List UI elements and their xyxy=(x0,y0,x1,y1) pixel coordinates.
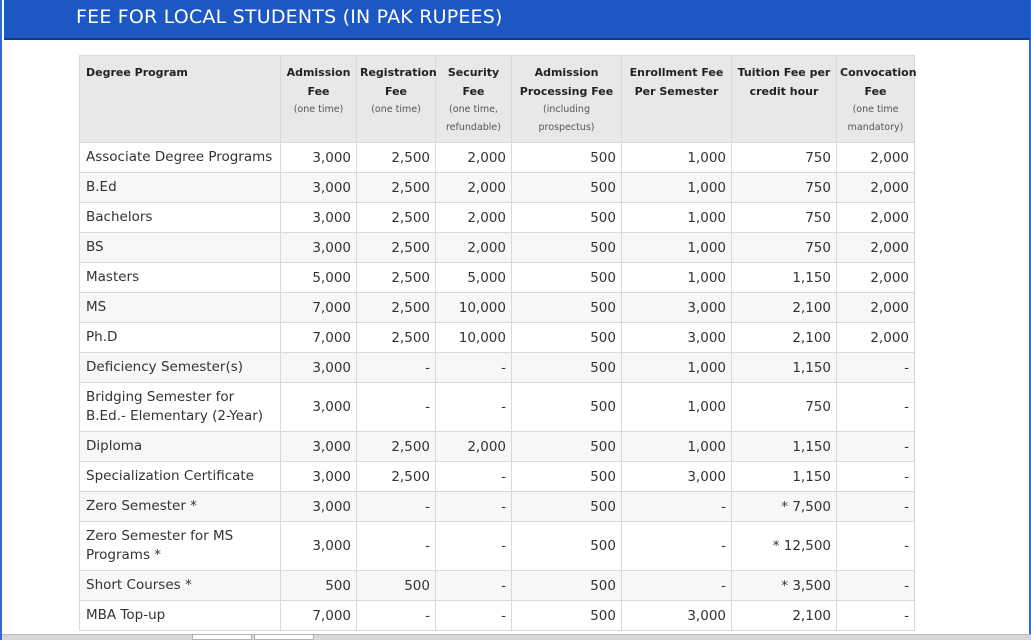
table-row xyxy=(80,492,915,522)
registration-fee-cell: 2,500 xyxy=(357,293,436,323)
admission-fee-cell: 3,000 xyxy=(281,383,357,432)
program-cell: MBA Top-up xyxy=(80,601,281,631)
registration-fee-cell: - xyxy=(357,353,436,383)
header-admission-processing-fee xyxy=(512,56,622,143)
registration-fee-cell: 500 xyxy=(357,571,436,601)
table-row xyxy=(80,383,915,432)
fee-table-body xyxy=(80,143,915,631)
enrollment-fee-cell: 3,000 xyxy=(622,293,732,323)
admission-fee-cell: 3,000 xyxy=(281,462,357,492)
page-header-bar xyxy=(4,0,1030,40)
tuition-fee-cell: 1,150 xyxy=(732,462,837,492)
header-registration-fee xyxy=(357,56,436,143)
page-title: FEE FOR LOCAL STUDENTS (IN PAK RUPEES) xyxy=(76,6,503,28)
table-row xyxy=(80,203,915,233)
convocation-fee-cell: - xyxy=(837,353,915,383)
header-note: (including prospectus) xyxy=(538,104,595,133)
admission-fee-cell: 3,000 xyxy=(281,522,357,571)
header-title: Admission Processing Fee xyxy=(519,66,614,98)
bottom-tab[interactable] xyxy=(254,634,314,640)
header-note: (one time mandatory) xyxy=(847,104,904,133)
enrollment-fee-cell: - xyxy=(622,571,732,601)
security-fee-cell: 2,000 xyxy=(436,233,512,263)
admission-fee-cell: 3,000 xyxy=(281,432,357,462)
convocation-fee-cell: - xyxy=(837,462,915,492)
security-fee-cell: - xyxy=(436,462,512,492)
enrollment-fee-cell: 1,000 xyxy=(622,383,732,432)
program-cell: Zero Semester * xyxy=(80,492,281,522)
header-admission-fee xyxy=(281,56,357,143)
header-note: (one time, refundable) xyxy=(445,104,501,133)
table-row xyxy=(80,233,915,263)
processing-fee-cell: 500 xyxy=(512,263,622,293)
table-row xyxy=(80,432,915,462)
header-title: Security Fee xyxy=(447,66,500,98)
processing-fee-cell: 500 xyxy=(512,143,622,173)
convocation-fee-cell: 2,000 xyxy=(837,293,915,323)
convocation-fee-cell: - xyxy=(837,432,915,462)
program-cell: B.Ed xyxy=(80,173,281,203)
enrollment-fee-cell: 3,000 xyxy=(622,462,732,492)
tuition-fee-cell: * 7,500 xyxy=(732,492,837,522)
program-cell: BS xyxy=(80,233,281,263)
admission-fee-cell: 3,000 xyxy=(281,203,357,233)
header-note: (one time) xyxy=(371,104,421,115)
header-title: Registration Fee xyxy=(360,66,437,98)
fee-table xyxy=(79,55,915,631)
tuition-fee-cell: 750 xyxy=(732,383,837,432)
convocation-fee-cell: 2,000 xyxy=(837,263,915,293)
security-fee-cell: 2,000 xyxy=(436,432,512,462)
security-fee-cell: - xyxy=(436,492,512,522)
tuition-fee-cell: 750 xyxy=(732,173,837,203)
admission-fee-cell: 3,000 xyxy=(281,233,357,263)
registration-fee-cell: 2,500 xyxy=(357,432,436,462)
header-enrollment-fee xyxy=(622,56,732,143)
table-row xyxy=(80,323,915,353)
program-cell: Bachelors xyxy=(80,203,281,233)
table-row xyxy=(80,601,915,631)
header-title: Admission Fee xyxy=(286,66,351,98)
program-cell: Zero Semester for MS Programs * xyxy=(80,522,281,571)
convocation-fee-cell: - xyxy=(837,571,915,601)
registration-fee-cell: - xyxy=(357,383,436,432)
program-cell: Short Courses * xyxy=(80,571,281,601)
table-row xyxy=(80,522,915,571)
bottom-tab[interactable] xyxy=(192,634,252,640)
tuition-fee-cell: 1,150 xyxy=(732,432,837,462)
processing-fee-cell: 500 xyxy=(512,353,622,383)
program-cell: Specialization Certificate xyxy=(80,462,281,492)
program-cell: Ph.D xyxy=(80,323,281,353)
tuition-fee-cell: 2,100 xyxy=(732,601,837,631)
security-fee-cell: - xyxy=(436,383,512,432)
tuition-fee-cell: 750 xyxy=(732,143,837,173)
convocation-fee-cell: 2,000 xyxy=(837,173,915,203)
processing-fee-cell: 500 xyxy=(512,203,622,233)
security-fee-cell: - xyxy=(436,522,512,571)
table-row xyxy=(80,263,915,293)
table-row xyxy=(80,462,915,492)
header-security-fee xyxy=(436,56,512,143)
processing-fee-cell: 500 xyxy=(512,492,622,522)
admission-fee-cell: 3,000 xyxy=(281,143,357,173)
security-fee-cell: 10,000 xyxy=(436,293,512,323)
processing-fee-cell: 500 xyxy=(512,323,622,353)
enrollment-fee-cell: 1,000 xyxy=(622,233,732,263)
enrollment-fee-cell: 3,000 xyxy=(622,601,732,631)
registration-fee-cell: 2,500 xyxy=(357,233,436,263)
bottom-scroll-area xyxy=(2,634,1031,640)
convocation-fee-cell: - xyxy=(837,522,915,571)
convocation-fee-cell: - xyxy=(837,383,915,432)
enrollment-fee-cell: 1,000 xyxy=(622,432,732,462)
header-convocation-fee xyxy=(837,56,915,143)
tuition-fee-cell: 750 xyxy=(732,233,837,263)
tuition-fee-cell: * 12,500 xyxy=(732,522,837,571)
processing-fee-cell: 500 xyxy=(512,233,622,263)
admission-fee-cell: 7,000 xyxy=(281,323,357,353)
convocation-fee-cell: - xyxy=(837,492,915,522)
table-row xyxy=(80,293,915,323)
tuition-fee-cell: 1,150 xyxy=(732,353,837,383)
security-fee-cell: 5,000 xyxy=(436,263,512,293)
processing-fee-cell: 500 xyxy=(512,462,622,492)
admission-fee-cell: 3,000 xyxy=(281,353,357,383)
header-title: Degree Program xyxy=(86,66,188,79)
registration-fee-cell: 2,500 xyxy=(357,462,436,492)
security-fee-cell: 2,000 xyxy=(436,173,512,203)
registration-fee-cell: 2,500 xyxy=(357,143,436,173)
admission-fee-cell: 5,000 xyxy=(281,263,357,293)
convocation-fee-cell: 2,000 xyxy=(837,203,915,233)
header-title: Convocation Fee xyxy=(840,66,917,98)
enrollment-fee-cell: 1,000 xyxy=(622,143,732,173)
table-header-row xyxy=(80,56,915,143)
header-title: Tuition Fee per credit hour xyxy=(737,66,831,98)
convocation-fee-cell: 2,000 xyxy=(837,143,915,173)
header-note: (one time) xyxy=(293,104,344,115)
tuition-fee-cell: 2,100 xyxy=(732,293,837,323)
admission-fee-cell: 3,000 xyxy=(281,173,357,203)
tuition-fee-cell: 1,150 xyxy=(732,263,837,293)
header-degree-program xyxy=(80,56,281,143)
processing-fee-cell: 500 xyxy=(512,432,622,462)
registration-fee-cell: - xyxy=(357,601,436,631)
table-row xyxy=(80,353,915,383)
processing-fee-cell: 500 xyxy=(512,601,622,631)
security-fee-cell: - xyxy=(436,601,512,631)
enrollment-fee-cell: 1,000 xyxy=(622,353,732,383)
admission-fee-cell: 7,000 xyxy=(281,601,357,631)
security-fee-cell: - xyxy=(436,353,512,383)
tuition-fee-cell: 2,100 xyxy=(732,323,837,353)
convocation-fee-cell: - xyxy=(837,601,915,631)
enrollment-fee-cell: 1,000 xyxy=(622,263,732,293)
table-row xyxy=(80,173,915,203)
registration-fee-cell: - xyxy=(357,492,436,522)
registration-fee-cell: 2,500 xyxy=(357,173,436,203)
enrollment-fee-cell: 3,000 xyxy=(622,323,732,353)
processing-fee-cell: 500 xyxy=(512,383,622,432)
processing-fee-cell: 500 xyxy=(512,173,622,203)
program-cell: MS xyxy=(80,293,281,323)
security-fee-cell: 2,000 xyxy=(436,143,512,173)
enrollment-fee-cell: - xyxy=(622,522,732,571)
table-row xyxy=(80,571,915,601)
processing-fee-cell: 500 xyxy=(512,571,622,601)
program-cell: Masters xyxy=(80,263,281,293)
tuition-fee-cell: * 3,500 xyxy=(732,571,837,601)
tuition-fee-cell: 750 xyxy=(732,203,837,233)
program-cell: Associate Degree Programs xyxy=(80,143,281,173)
processing-fee-cell: 500 xyxy=(512,293,622,323)
admission-fee-cell: 500 xyxy=(281,571,357,601)
registration-fee-cell: 2,500 xyxy=(357,263,436,293)
convocation-fee-cell: 2,000 xyxy=(837,323,915,353)
security-fee-cell: 10,000 xyxy=(436,323,512,353)
enrollment-fee-cell: 1,000 xyxy=(622,203,732,233)
enrollment-fee-cell: 1,000 xyxy=(622,173,732,203)
convocation-fee-cell: 2,000 xyxy=(837,233,915,263)
security-fee-cell: 2,000 xyxy=(436,203,512,233)
admission-fee-cell: 7,000 xyxy=(281,293,357,323)
registration-fee-cell: - xyxy=(357,522,436,571)
admission-fee-cell: 3,000 xyxy=(281,492,357,522)
program-cell: Diploma xyxy=(80,432,281,462)
header-tuition-fee xyxy=(732,56,837,143)
registration-fee-cell: 2,500 xyxy=(357,203,436,233)
registration-fee-cell: 2,500 xyxy=(357,323,436,353)
enrollment-fee-cell: - xyxy=(622,492,732,522)
table-row xyxy=(80,143,915,173)
header-title: Enrollment Fee Per Semester xyxy=(629,66,724,98)
security-fee-cell: - xyxy=(436,571,512,601)
program-cell: Deficiency Semester(s) xyxy=(80,353,281,383)
processing-fee-cell: 500 xyxy=(512,522,622,571)
program-cell: Bridging Semester for B.Ed.- Elementary (2-Year) xyxy=(80,383,281,432)
